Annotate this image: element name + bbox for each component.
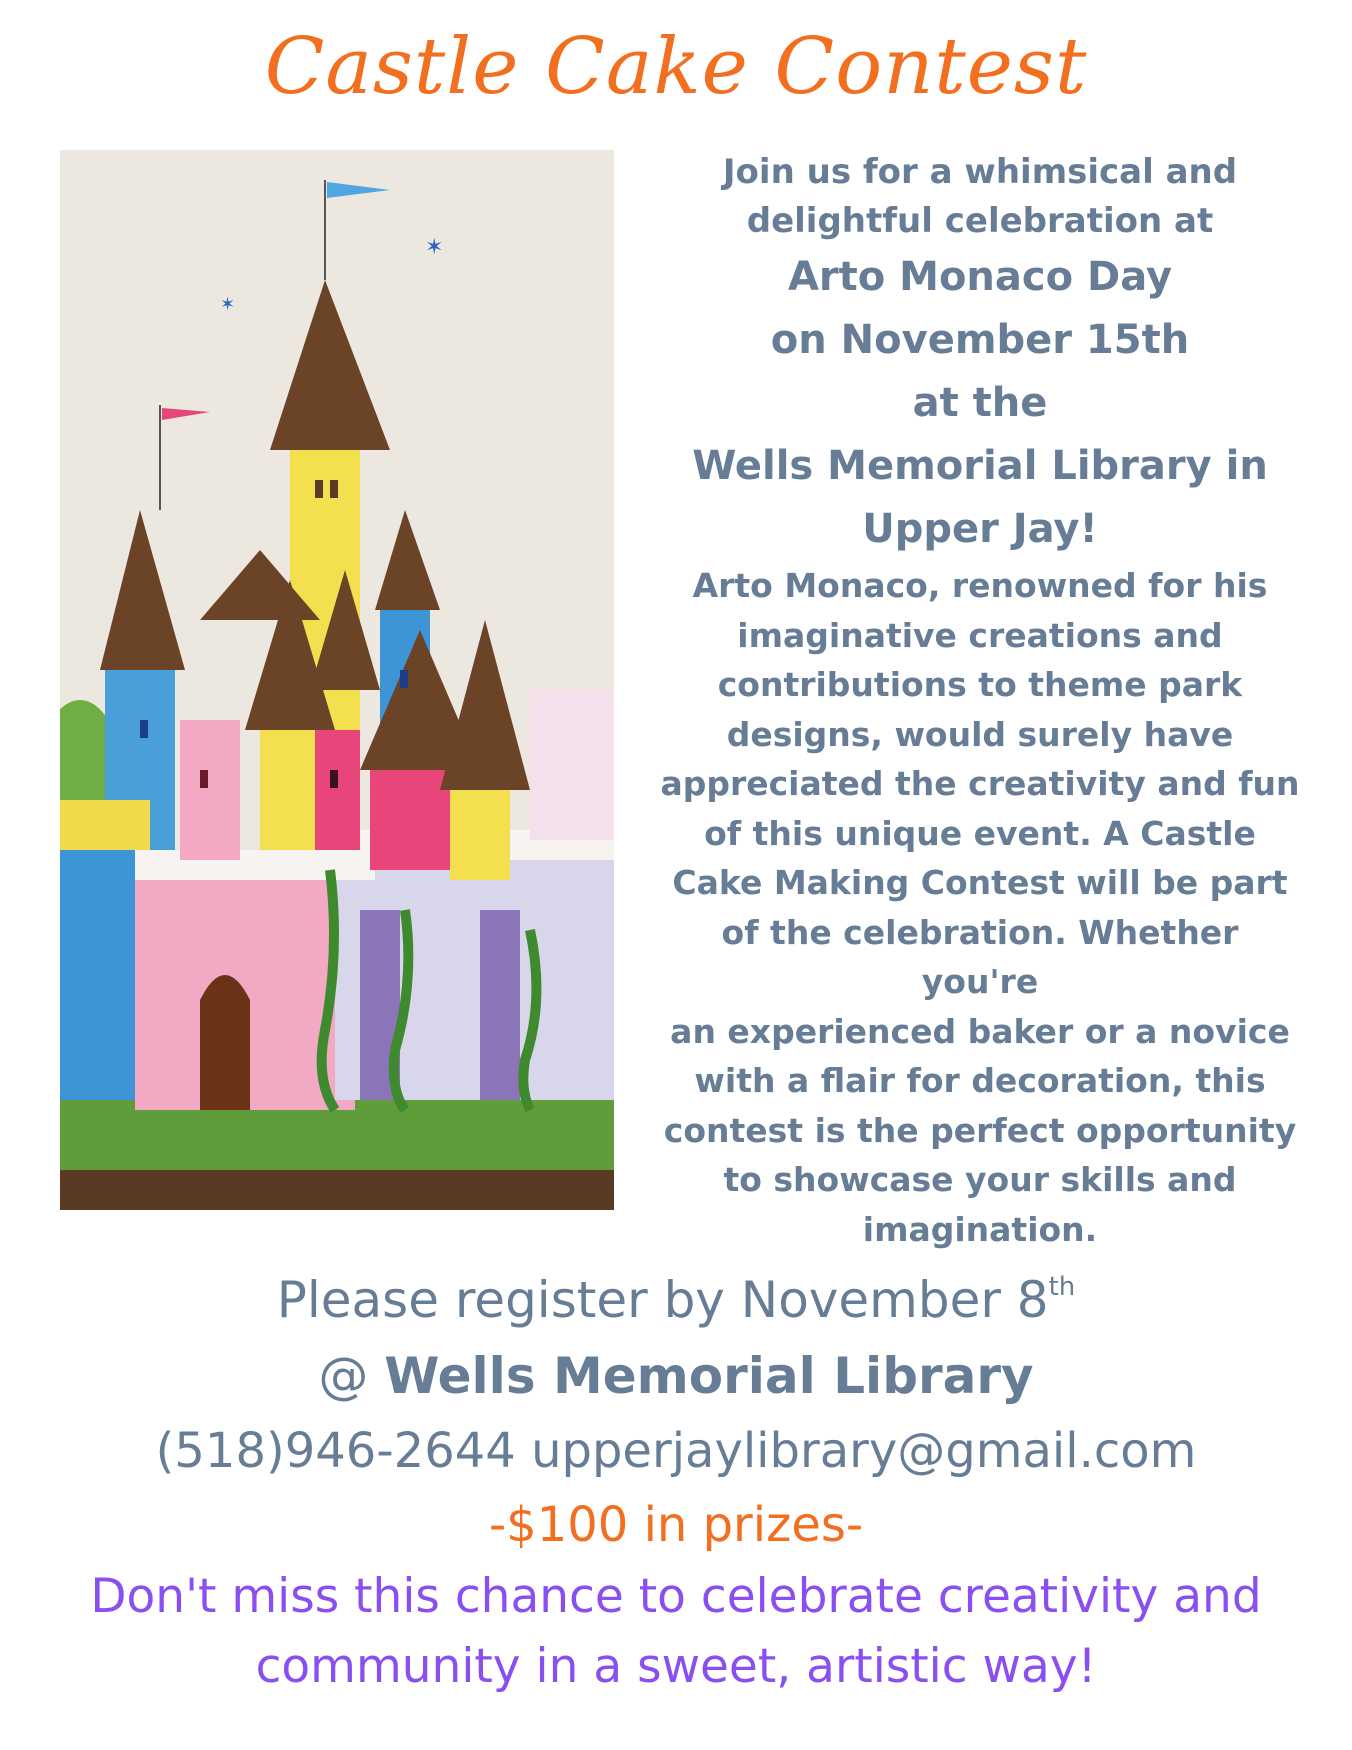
- body-line: contributions to theme park: [717, 665, 1243, 704]
- body-line: Cake Making Contest will be part: [672, 863, 1288, 902]
- event-date: on November 15th: [770, 317, 1190, 363]
- body-line: contest is the perfect opportunity: [663, 1110, 1297, 1150]
- event-venue: Wells Memorial Library in: [692, 443, 1268, 489]
- body-line: of this unique event. A Castle: [704, 813, 1256, 853]
- body-line: of the celebration. Whether you're: [721, 912, 1239, 1001]
- library-name: Wells Memorial Library: [384, 1347, 1034, 1405]
- register-deadline: [0, 1262, 1352, 1338]
- body-line: designs, would surely have: [726, 714, 1234, 754]
- castle-illustration: [60, 150, 614, 1210]
- body-line: appreciated the creativity and fun: [660, 764, 1300, 803]
- page-title: Castle Cake Contest: [264, 22, 1088, 112]
- intro-lead-line: Join us for a whimsical and: [722, 152, 1238, 192]
- contact-info: (518)946-2644 upperjaylibrary@gmail.com: [155, 1423, 1197, 1479]
- event-name: Arto Monaco Day: [787, 254, 1173, 300]
- prizes-text: -$100 in prizes-: [488, 1497, 864, 1553]
- closing-line: community in a sweet, artistic way!: [255, 1639, 1097, 1694]
- register-text: Please register by November 8: [276, 1271, 1049, 1329]
- svg-text:✶: ✶: [425, 235, 444, 260]
- body-line: with a flair for decoration, this: [694, 1061, 1266, 1100]
- body-line: imagination.: [862, 1209, 1098, 1249]
- intro-lead-line: delightful celebration at: [746, 201, 1214, 241]
- registration-footer: [0, 1262, 1352, 1702]
- body-line: to showcase your skills and: [723, 1160, 1237, 1199]
- body-line: imaginative creations and: [737, 615, 1223, 655]
- event-at: at the: [912, 380, 1048, 426]
- body-line: an experienced baker or a novice: [670, 1011, 1290, 1051]
- event-town: Upper Jay!: [862, 506, 1098, 552]
- at-symbol: @: [318, 1347, 385, 1405]
- closing-line: Don't miss this chance to celebrate creativity and: [90, 1569, 1262, 1624]
- intro-block: [660, 148, 1300, 1254]
- svg-text:✶: ✶: [220, 294, 236, 315]
- register-location: [0, 1338, 1352, 1414]
- register-suffix: th: [1048, 1272, 1076, 1302]
- body-line: Arto Monaco, renowned for his: [692, 566, 1268, 605]
